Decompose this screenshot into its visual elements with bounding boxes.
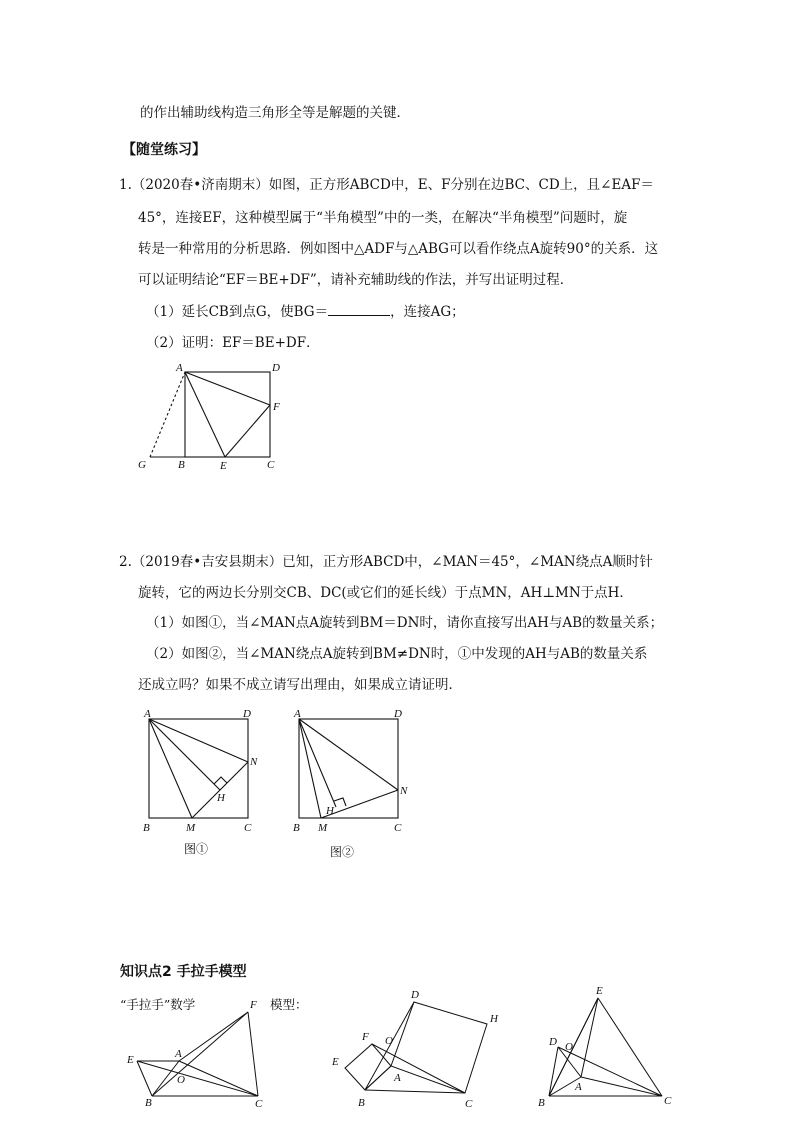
m3-segment-ac bbox=[581, 1077, 662, 1096]
fig2-label-m: M bbox=[318, 822, 328, 834]
intro-text: 的作出辅助线构造三角形全等是解题的关键． bbox=[140, 105, 410, 121]
fig1-label-n: N bbox=[250, 756, 258, 768]
label-e: E bbox=[220, 460, 227, 472]
fig2-label-a: A bbox=[294, 708, 301, 720]
fig1-label-a: A bbox=[144, 708, 151, 720]
label-c: C bbox=[267, 459, 275, 471]
m2-label-b: B bbox=[358, 1097, 365, 1109]
fig1-label-b: B bbox=[143, 822, 150, 834]
fig2-caption: 图② bbox=[330, 845, 355, 859]
fig1-label-m: M bbox=[186, 822, 196, 834]
kp2-model-label: 模型： bbox=[270, 997, 308, 1012]
m2-label-d: D bbox=[411, 989, 419, 1001]
m2-label-h: H bbox=[490, 1013, 498, 1025]
m2-label-o: O bbox=[385, 1035, 393, 1047]
m3-label-o: O bbox=[565, 1041, 573, 1053]
m1-label-f: F bbox=[250, 999, 257, 1011]
m3-segment-bd bbox=[549, 1047, 558, 1096]
m1-label-e: E bbox=[127, 1054, 134, 1066]
m1-segment-ac bbox=[179, 1061, 258, 1096]
m1-label-c: C bbox=[255, 1098, 263, 1110]
m1-label-b: B bbox=[145, 1097, 152, 1109]
kp2-lead-text: “手拉手”数学 bbox=[120, 997, 196, 1012]
fig2-label-b: B bbox=[293, 822, 300, 834]
m1-segment-fc bbox=[248, 1012, 258, 1096]
label-g: G bbox=[138, 459, 146, 471]
fig1-label-h: H bbox=[217, 792, 225, 804]
m3-label-e: E bbox=[596, 985, 603, 997]
label-b: B bbox=[178, 459, 185, 471]
q1-line-3: 转是一种常用的分析思路．例如图中△ADF与△ABG可以看作绕点A旋转90°的关系．这 bbox=[138, 241, 659, 257]
m3-label-c: C bbox=[664, 1095, 672, 1107]
m2-label-a: A bbox=[394, 1072, 401, 1084]
fig1-label-d: D bbox=[243, 708, 251, 720]
m1-segment-af bbox=[179, 1012, 248, 1061]
fig2-label-h: H bbox=[326, 805, 334, 817]
q2-line-2: 旋转，它的两边长分别交CB、DC(或它们的延长线）于点MN，AH⊥MN于点H． bbox=[138, 585, 633, 601]
m1-label-o: O bbox=[177, 1074, 185, 1086]
q1-part-1-suffix: ，连接AG； bbox=[390, 304, 465, 320]
label-d: D bbox=[272, 362, 280, 374]
m1-segment-eb bbox=[137, 1061, 152, 1096]
fig2-label-c: C bbox=[394, 822, 402, 834]
m3-label-a: A bbox=[575, 1081, 582, 1093]
fig1-caption: 图① bbox=[184, 842, 209, 856]
section-heading-knowledge-point-2: 知识点2 手拉手模型 bbox=[120, 964, 247, 980]
q2-part-2-line-1: （2）如图②，当∠MAN绕点A旋转到BM≠DN时，①中发现的AH与AB的数量关系 bbox=[146, 646, 648, 662]
q1-line-2: 45°，连接EF，这种模型属于“半角模型”中的一类，在解决“半角模型”问题时，旋 bbox=[138, 210, 628, 226]
m2-label-e: E bbox=[332, 1056, 339, 1068]
q1-part-1-prefix: （1）延长CB到点G，使BG＝ bbox=[146, 304, 329, 320]
label-a: A bbox=[176, 362, 183, 374]
m1-segment-bf bbox=[152, 1012, 248, 1096]
m3-label-d: D bbox=[549, 1036, 557, 1048]
q2-part-1: （1）如图①，当∠MAN点A旋转到BM＝DN时，请你直接写出AH与AB的数量关系； bbox=[146, 615, 664, 631]
q1-part-2: （2）证明：EF＝BE+DF． bbox=[146, 335, 320, 351]
q2-line-1: 2.（2019春•吉安县期末）已知，正方形ABCD中，∠MAN＝45°，∠MAN绕点A顺时针 bbox=[119, 554, 653, 570]
section-heading-practice: 【随堂练习】 bbox=[122, 142, 206, 158]
m2-label-c: C bbox=[465, 1098, 473, 1110]
m2-segment-ba bbox=[365, 1066, 391, 1090]
m2-label-f: F bbox=[362, 1031, 369, 1043]
m2-segment-fc bbox=[372, 1044, 465, 1093]
m1-label-a: A bbox=[175, 1048, 182, 1060]
m3-label-b: B bbox=[538, 1097, 545, 1109]
q1-line-4: 可以证明结论“EF＝BE+DF”，请补充辅助线的作法，并写出证明过程． bbox=[138, 272, 574, 288]
m2-segment-bc bbox=[365, 1090, 465, 1093]
q2-part-2-line-2: 还成立吗？如果不成立请写出理由，如果成立请证明． bbox=[138, 677, 462, 693]
fig2-label-n: N bbox=[400, 785, 408, 797]
label-f: F bbox=[273, 401, 280, 413]
fig1-label-c: C bbox=[244, 822, 252, 834]
fig2-label-d: D bbox=[394, 708, 402, 720]
m1-segment-ec bbox=[137, 1061, 258, 1096]
q1-line-1: 1.（2020春•济南期末）如图，正方形ABCD中，E、F分别在边BC、CD上，且∠EAF＝ bbox=[119, 177, 654, 193]
